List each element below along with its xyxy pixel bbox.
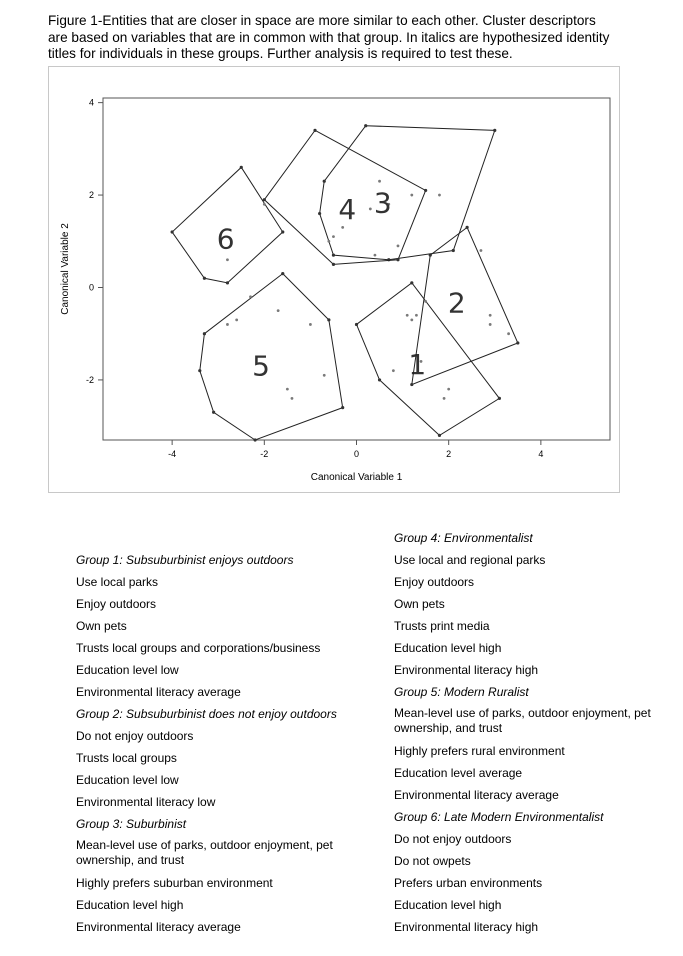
group-descriptor: Environmental literacy average [76,920,241,934]
cluster-6-vertex [226,281,229,284]
cluster-3-vertex [323,180,326,183]
cluster-5-vertex [281,272,284,275]
group-heading: Group 5: Modern Ruralist [394,685,529,699]
group-descriptor: Prefers urban environments [394,876,543,890]
cluster-2-point [480,249,483,252]
cluster-2-point [507,332,510,335]
group-descriptor: Do not enjoy outdoors [394,832,512,846]
cluster-4-vertex [313,129,316,132]
cluster-3-vertex [364,124,367,127]
cluster-1-point [443,397,446,400]
caption-line-2: are based on variables that are in common with that group. In italics are hypothesized identity [48,29,610,45]
cluster-2-point [489,323,492,326]
cluster-5-point [249,295,252,298]
group-descriptor: Education level high [76,898,184,912]
group-descriptor: Highly prefers rural environment [394,744,565,758]
y-axis-label: Canonical Variable 2 [60,223,71,315]
cluster-5-point [286,388,289,391]
group-descriptor: Enjoy outdoors [394,575,475,589]
cluster-3-point [378,180,381,183]
group-descriptor: Education level low [76,663,179,677]
cluster-3-vertex [318,212,321,215]
cluster-4-label: 4 [338,192,357,226]
cluster-4-vertex [396,258,399,261]
group-heading: Group 4: Environmentalist [394,531,533,545]
group-descriptor: Education level high [394,898,502,912]
cluster-4-vertex [424,189,427,192]
cluster-5-vertex [198,369,201,372]
cluster-5-vertex [254,438,257,441]
cluster-2-point [424,300,427,303]
group-heading: Group 6: Late Modern Environmentalist [394,810,604,824]
cluster-1-vertex [438,434,441,437]
y-tick-label: 4 [88,97,94,108]
group-heading: Group 2: Subsuburbinist does not enjoy outdoors [76,707,337,721]
group-descriptor: Environmental literacy high [394,663,539,677]
cluster-1-point [415,314,418,317]
cluster-4-point [374,254,377,257]
cluster-5-point [277,309,280,312]
cluster-2-vertex [516,341,519,344]
cluster-4-vertex [332,263,335,266]
cluster-3-point [438,194,441,197]
cluster-3-point [397,244,400,247]
plot-area [103,98,610,440]
group-descriptor: Highly prefers suburban environment [76,876,273,890]
cluster-6-vertex [171,230,174,233]
cluster-5-point [226,323,229,326]
x-tick-label: 4 [538,449,544,459]
group-descriptor: Enjoy outdoors [76,597,157,611]
cluster-1-vertex [355,323,358,326]
group-descriptor: Trusts local groups and corporations/business [76,641,321,655]
group-descriptor: Education level low [76,773,179,787]
group-descriptor: Environmental literacy low [76,795,216,809]
group-descriptor: Education level average [394,766,523,780]
cluster-5-point [323,374,326,377]
cluster-3-vertex [332,254,335,257]
cluster-5-hull [200,274,343,440]
group-descriptor: Own pets [76,619,127,633]
cluster-2-vertex [466,226,469,229]
x-axis-label: Canonical Variable 1 [310,472,403,483]
group-descriptor: Environmental literacy high [394,920,539,934]
group-descriptor: Own pets [394,597,445,611]
caption-line-3: titles for individuals in these groups. Further analysis is required to test these. [48,46,513,61]
cluster-5-vertex [203,332,206,335]
group-descriptor: Use local parks [76,575,159,589]
cluster-1-vertex [410,281,413,284]
group-descriptor: Use local and regional parks [394,553,546,567]
group-descriptor: Mean-level use of parks, outdoor enjoyment, pet ownership, and trust [76,838,333,867]
cluster-6-point [263,203,266,206]
cluster-5-point [291,397,294,400]
x-tick-label: -4 [168,449,177,459]
group-descriptor: Education level high [394,641,502,655]
cluster-4-point [332,235,335,238]
group-descriptor: Trusts local groups [76,751,177,765]
cluster-1-vertex [498,397,501,400]
cluster-1-vertex [378,378,381,381]
cluster-2-vertex [410,383,413,386]
cluster-3-vertex [452,249,455,252]
x-tick-label: -2 [260,449,269,459]
cluster-6-point [226,258,229,261]
cluster-3-label: 3 [373,186,392,220]
y-tick-label: 0 [88,282,94,293]
cluster-6-label: 6 [216,222,235,256]
cluster-5-label: 5 [252,349,270,383]
x-tick-label: 2 [446,449,452,459]
cluster-6-vertex [240,166,243,169]
cluster-1-point [392,369,395,372]
x-tick-label: 0 [353,449,360,459]
groups-right-column [394,527,662,938]
cluster-5-point [309,323,312,326]
cluster-3-vertex [493,129,496,132]
group-heading: Group 3: Suburbinist [76,817,187,831]
scatter-plot [48,66,620,493]
group-descriptor: Trusts print media [394,619,490,633]
cluster-3-point [410,194,413,197]
group-descriptor: Environmental literacy average [76,685,241,699]
group-descriptor: Environmental literacy average [394,788,559,802]
cluster-3-point [341,226,344,229]
cluster-5-vertex [341,406,344,409]
y-tick-label: -2 [85,374,94,385]
cluster-5-point [235,318,238,321]
cluster-6-vertex [281,230,284,233]
cluster-1-label: 1 [408,348,427,382]
cluster-1-point [406,314,409,317]
figure-caption [48,13,653,63]
y-tick-label: 2 [88,190,94,201]
groups-left-column [76,549,351,938]
group-heading: Group 1: Subsuburbinist enjoys outdoors [76,553,294,567]
cluster-5-vertex [327,318,330,321]
cluster-2-label: 2 [447,286,466,320]
group-descriptor: Do not enjoy outdoors [76,729,194,743]
cluster-2-point [489,314,492,317]
cluster-3-point [369,208,372,211]
cluster-3-point [327,240,330,243]
group-descriptor: Do not owpets [394,854,471,868]
caption-line-1: Figure 1-Entities that are closer in space are more similar to each other. Cluster descriptors [48,13,596,28]
cluster-5-vertex [212,411,215,414]
group-descriptor: Mean-level use of parks, outdoor enjoyment, pet ownership, and trust [394,706,651,735]
cluster-1-point [447,388,450,391]
cluster-1-point [410,318,413,321]
cluster-6-vertex [203,277,206,280]
